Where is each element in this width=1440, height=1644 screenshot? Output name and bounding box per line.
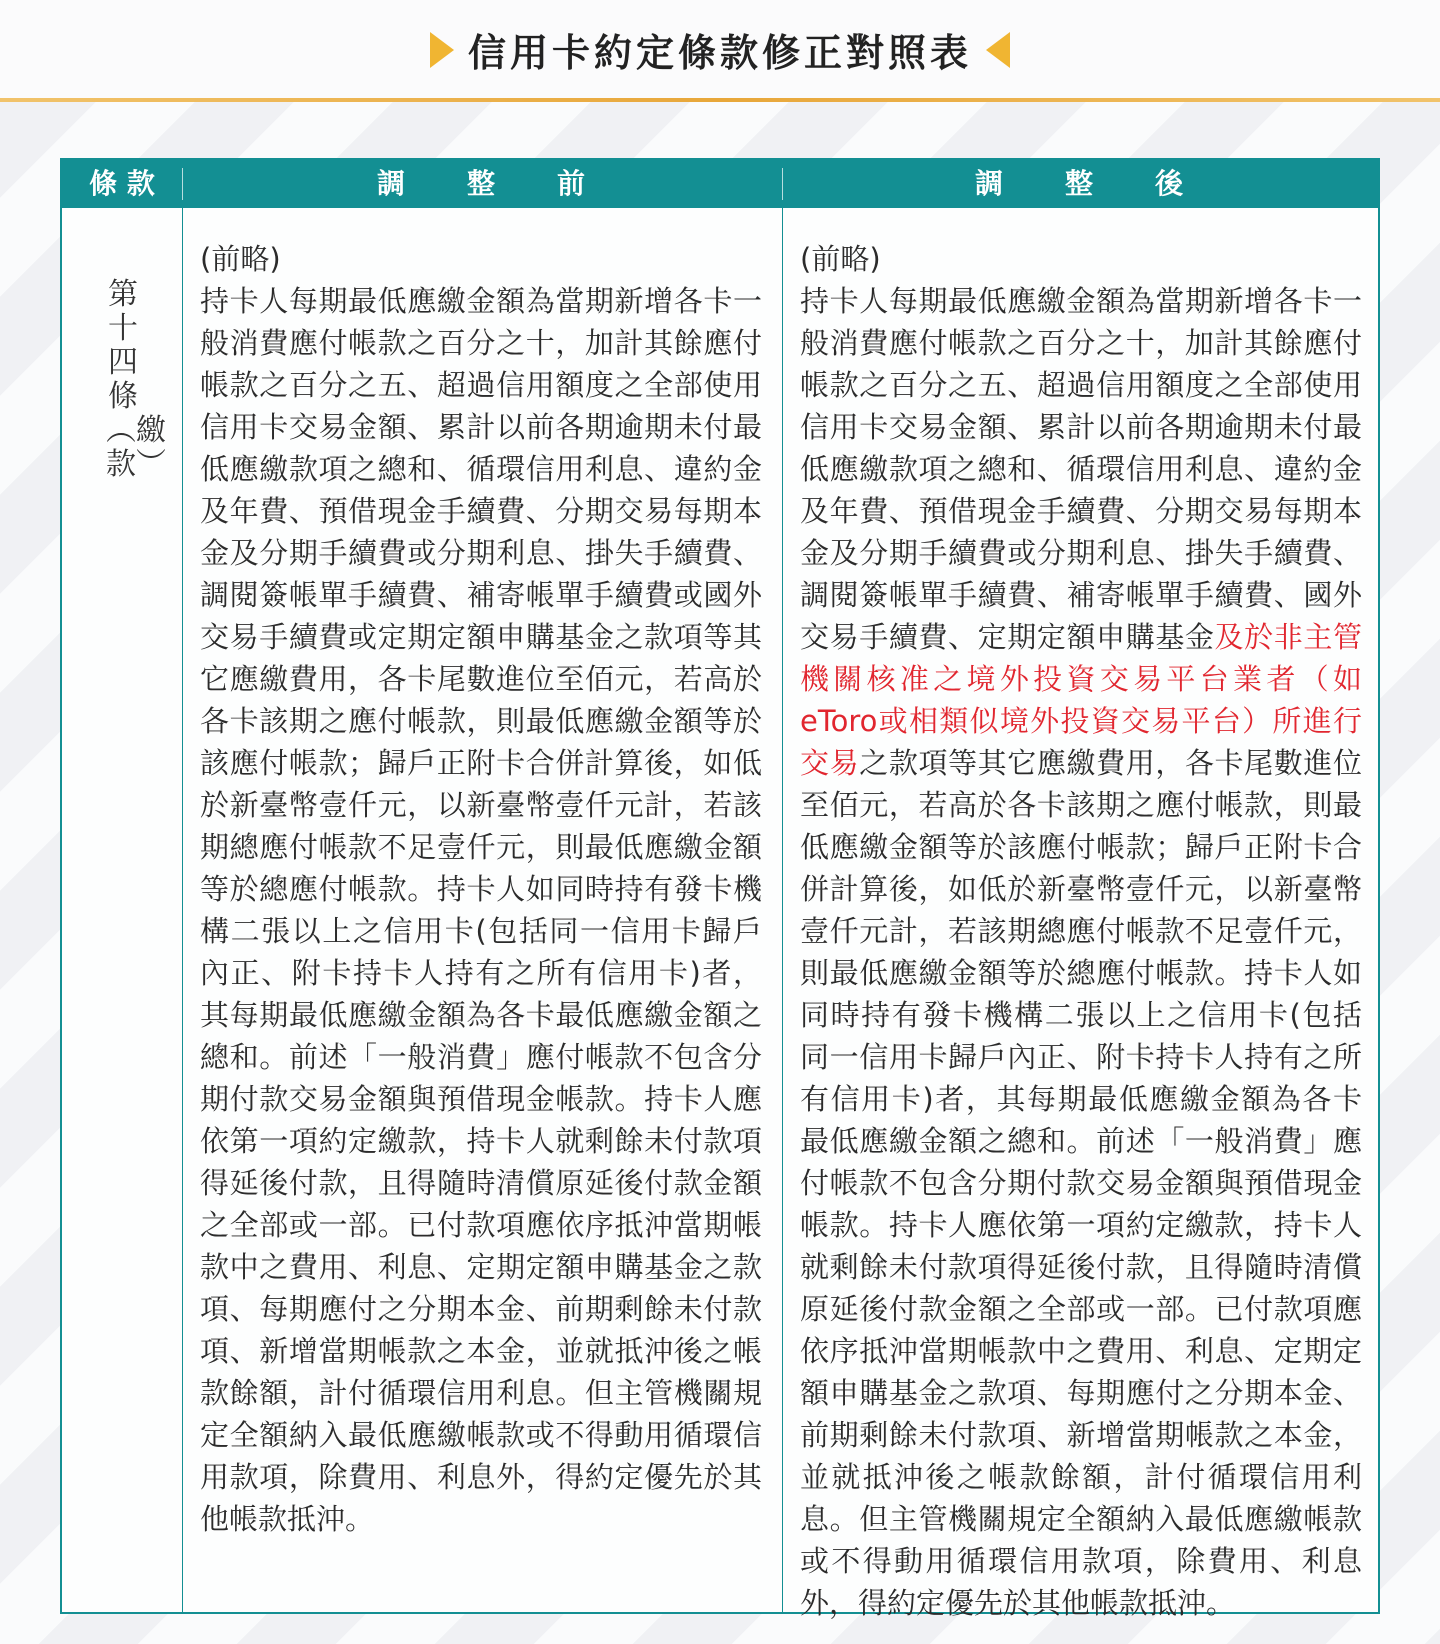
- table-header: [62, 160, 1378, 208]
- page-title: 信用卡約定條款修正對照表: [467, 31, 972, 75]
- comparison-table: [60, 158, 1380, 1620]
- header-clause: 條 款: [89, 167, 155, 200]
- triangle-left-icon: [986, 32, 1010, 68]
- after-body-part1: 持卡人每期最低應繳金額為當期新增各卡一般消費應付帳款之百分之十，加計其餘應付帳款之百分之五、超過信用額度之全部使用信用卡交易金額、累計以前各期逾期未付最低應繳款項之總和、循環信用利息、違約金及年費、預借現金手續費、分期交易每期本金及分期手續費或分期利息、掛失手續費、調閱簽帳單手續費、補寄帳單手續費、國外交易手續費、定期定額申購基金: [800, 284, 1362, 654]
- column-divider-1: [182, 208, 183, 1612]
- clause-label: 第十四條︵繳款︶: [106, 277, 166, 482]
- column-divider-2: [782, 208, 783, 1612]
- after-body-highlight: 及於非主管機關核准之境外投資交易平台業者（如eToro或相類似境外投資交易平台）所進行交易: [800, 620, 1362, 780]
- clause-cell: [62, 208, 182, 1612]
- header-after: 調 整 後: [974, 167, 1185, 200]
- header-before: 調 整 前: [376, 167, 587, 200]
- before-cell: [200, 238, 762, 1540]
- before-prefix: (前略): [200, 242, 281, 276]
- after-body-part2: 之款項等其它應繳費用，各卡尾數進位至佰元，若高於各卡該期之應付帳款，則最低應繳金額等於該應付帳款；歸戶正附卡合併計算後，如低於新臺幣壹仟元，以新臺幣壹仟元計，若該期總應付帳款不足壹仟元，則最低應繳金額等於總應付帳款。持卡人如同時持有發卡機構二張以上之信用卡(包括同一信用卡歸戶內正、附卡持卡人持有之所有信用卡)者，其每期最低應繳金額為各卡最低應繳金額之總和。前述「一般消費」應付帳款不包含分期付款交易金額與預借現金帳款。持卡人應依第一項約定繳款，持卡人就剩餘未付款項得延後付款，且得隨時清償原延後付款金額之全部或一部。已付款項應依序抵沖當期帳款中之費用、利息、定期定額申購基金之款項、每期應付之分期本金、前期剩餘未付款項、新增當期帳款之本金，並就抵沖後之帳款餘額，計付循環信用利息。但主管機關規定全額納入最低應繳帳款或不得動用循環信用款項，除費用、利息外，得約定優先於其他帳款抵沖。: [800, 746, 1362, 1620]
- triangle-right-icon: [430, 32, 454, 68]
- page-header: [0, 0, 1440, 100]
- before-body: 持卡人每期最低應繳金額為當期新增各卡一般消費應付帳款之百分之十，加計其餘應付帳款之百分之五、超過信用額度之全部使用信用卡交易金額、累計以前各期逾期未付最低應繳款項之總和、循環信用利息、違約金及年費、預借現金手續費、分期交易每期本金及分期手續費或分期利息、掛失手續費、調閱簽帳單手續費、補寄帳單手續費或國外交易手續費或定期定額申購基金之款項等其它應繳費用，各卡尾數進位至佰元，若高於各卡該期之應付帳款，則最低應繳金額等於該應付帳款；歸戶正附卡合併計算後，如低於新臺幣壹仟元，以新臺幣壹仟元計，若該期總應付帳款不足壹仟元，則最低應繳金額等於總應付帳款。持卡人如同時持有發卡機構二張以上之信用卡(包括同一信用卡歸戶內正、附卡持卡人持有之所有信用卡)者，其每期最低應繳金額為各卡最低應繳金額之總和。前述「一般消費」應付帳款不包含分期付款交易金額與預借現金帳款。持卡人應依第一項約定繳款，持卡人就剩餘未付款項得延後付款，且得隨時清償原延後付款金額之全部或一部。已付款項應依序抵沖當期帳款中之費用、利息、定期定額申購基金之款項、每期應付之分期本金、前期剩餘未付款項、新增當期帳款之本金，並就抵沖後之帳款餘額，計付循環信用利息。但主管機關規定全額納入最低應繳帳款或不得動用循環信用款項，除費用、利息外，得約定優先於其他帳款抵沖。: [200, 284, 762, 1536]
- after-cell: [800, 238, 1362, 1624]
- header-divider: [0, 98, 1440, 102]
- after-body: [800, 280, 1362, 1624]
- title-bar: [0, 22, 1440, 77]
- after-prefix: (前略): [800, 242, 881, 276]
